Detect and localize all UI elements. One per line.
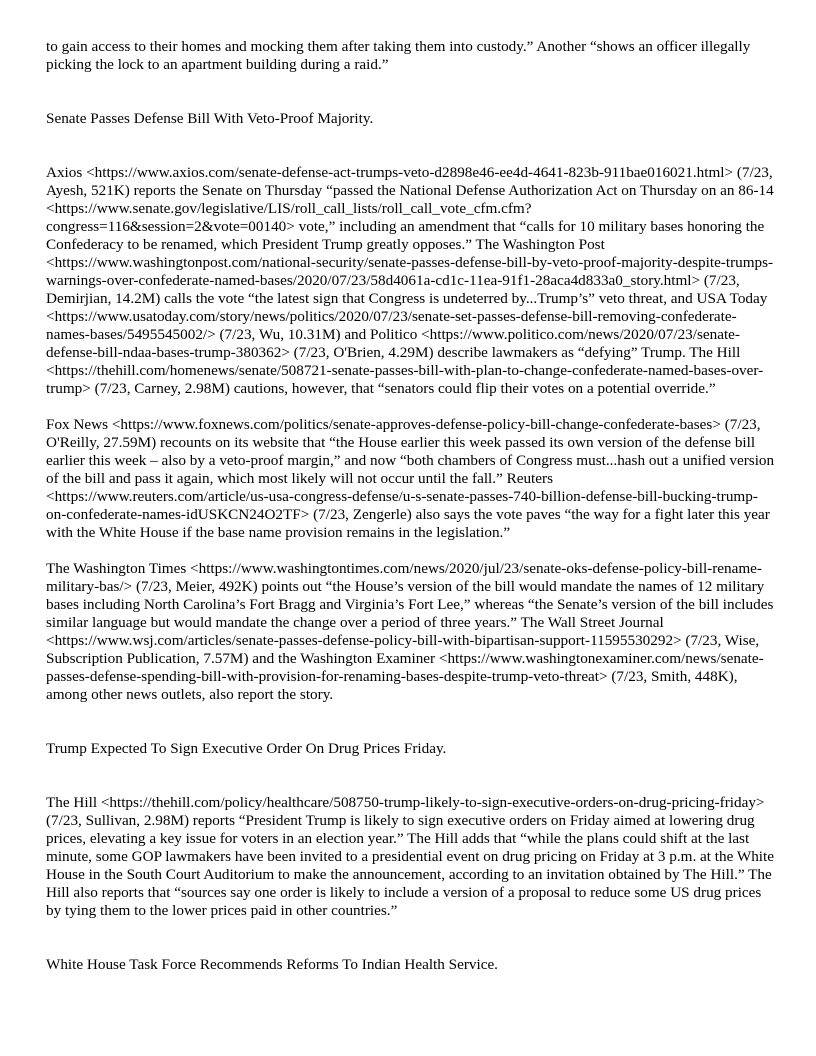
document-page — [46, 38, 776, 1010]
section-heading: Senate Passes Defense Bill With Veto-Proof Majority. — [46, 110, 374, 127]
section-heading: Trump Expected To Sign Executive Order On Drug Prices Friday. — [46, 740, 447, 757]
body-paragraph: The Hill <https://thehill.com/policy/healthcare/508750-trump-likely-to-sign-executive-orders-on-drug-pricing-friday> (7/23, Sullivan, 2.98M) reports “President Trump is likely to sign executive orders on Friday aimed at lowering drug prices, elevating a key issue for voters in an election year.” The Hill adds that “while the plans could shift at the last minute, some GOP lawmakers have been invited to a presidential event on drug pricing on Friday at 3 p.m. at the White House in the South Court Auditorium to make the announcement, according to an invitation obtained by The Hill.” The Hill also reports that “sources say one order is likely to include a version of a proposal to reduce some US drug prices by tying them to the lower prices paid in other countries.” — [46, 794, 774, 919]
body-paragraph: Fox News <https://www.foxnews.com/politics/senate-approves-defense-policy-bill-change-confederate-bases> (7/23, O'Reilly, 27.59M) recounts on its website that “the House earlier this week passed its own version of the defense bill earlier this week – also by a veto-proof margin,” and now “both chambers of Congress must...hash out a unified version of the bill and pass it again, which most likely will not occur until the fall.” Reuters <https://www.reuters.com/article/us-usa-congress-defense/u-s-senate-passes-740-billion-defense-bill-bucking-trump-on-confederate-names-idUSKCN24O2TF> (7/23, Zengerle) also says the vote paves “the way for a fight later this year with the White House if the base name provision remains in the legislation.” — [46, 416, 775, 541]
body-paragraph: Axios <https://www.axios.com/senate-defense-act-trumps-veto-d2898e46-ee4d-4641-823b-911bae016021.html> (7/23, Ayesh, 521K) reports the Senate on Thursday “passed the National Defense Authorization Act on Thursday on an 86-14 <https://www.senate.gov/legislative/LIS/roll_call_lists/roll_call_vote_cfm.cfm?congress=116&session=2&vote=00140> vote,” including an amendment that “calls for 10 military bases honoring the Confederacy to be renamed, which President Trump greatly opposes.” The Washington Post <https://www.washingtonpost.com/national-security/senate-passes-defense-bill-by-veto-proof-majority-despite-trumps-warnings-over-confederate-named-bases/2020/07/23/58d4061a-cd1c-11ea-91f1-28aca4d833a0_story.html> (7/23, Demirjian, 14.2M) calls the vote “the latest sign that Congress is undeterred by...Trump’s” veto threat, and USA Today <https://www.usatoday.com/story/news/politics/2020/07/23/senate-set-passes-defense-bill-removing-confederate-names-bases/5495545002/> (7/23, Wu, 10.31M) and Politico <https://www.politico.com/news/2020/07/23/senate-defense-bill-ndaa-bases-trump-380362> (7/23, O'Brien, 4.29M) describe lawmakers as “defying” Trump. The Hill <https://thehill.com/homenews/senate/508721-senate-passes-bill-with-plan-to-change-confederate-named-bases-over-trump> (7/23, Carney, 2.98M) cautions, however, that “senators could flip their votes on a potential override.” — [46, 164, 774, 397]
body-paragraph: The Washington Times <https://www.washingtontimes.com/news/2020/jul/23/senate-oks-defense-policy-bill-rename-military-bas/> (7/23, Meier, 492K) points out “the House’s version of the bill would mandate the names of 12 military bases including North Carolina’s Fort Bragg and Virginia’s Fort Lee,” whereas “the Senate’s version of the bill includes similar language but would mandate the change over a period of three years.” The Wall Street Journal <https://www.wsj.com/articles/senate-passes-defense-policy-bill-with-bipartisan-support-11595530292> (7/23, Wise, Subscription Publication, 7.57M) and the Washington Examiner <https://www.washingtonexaminer.com/news/senate-passes-defense-spending-bill-with-provision-for-renaming-bases-despite-trump-veto-threat> (7/23, Smith, 448K), among other news outlets, also report the story. — [46, 560, 774, 703]
body-paragraph: to gain access to their homes and mocking them after taking them into custody.” Another “shows an officer illegally picking the lock to an apartment building during a raid.” — [46, 38, 751, 73]
section-heading: White House Task Force Recommends Reforms To Indian Health Service. — [46, 956, 498, 973]
